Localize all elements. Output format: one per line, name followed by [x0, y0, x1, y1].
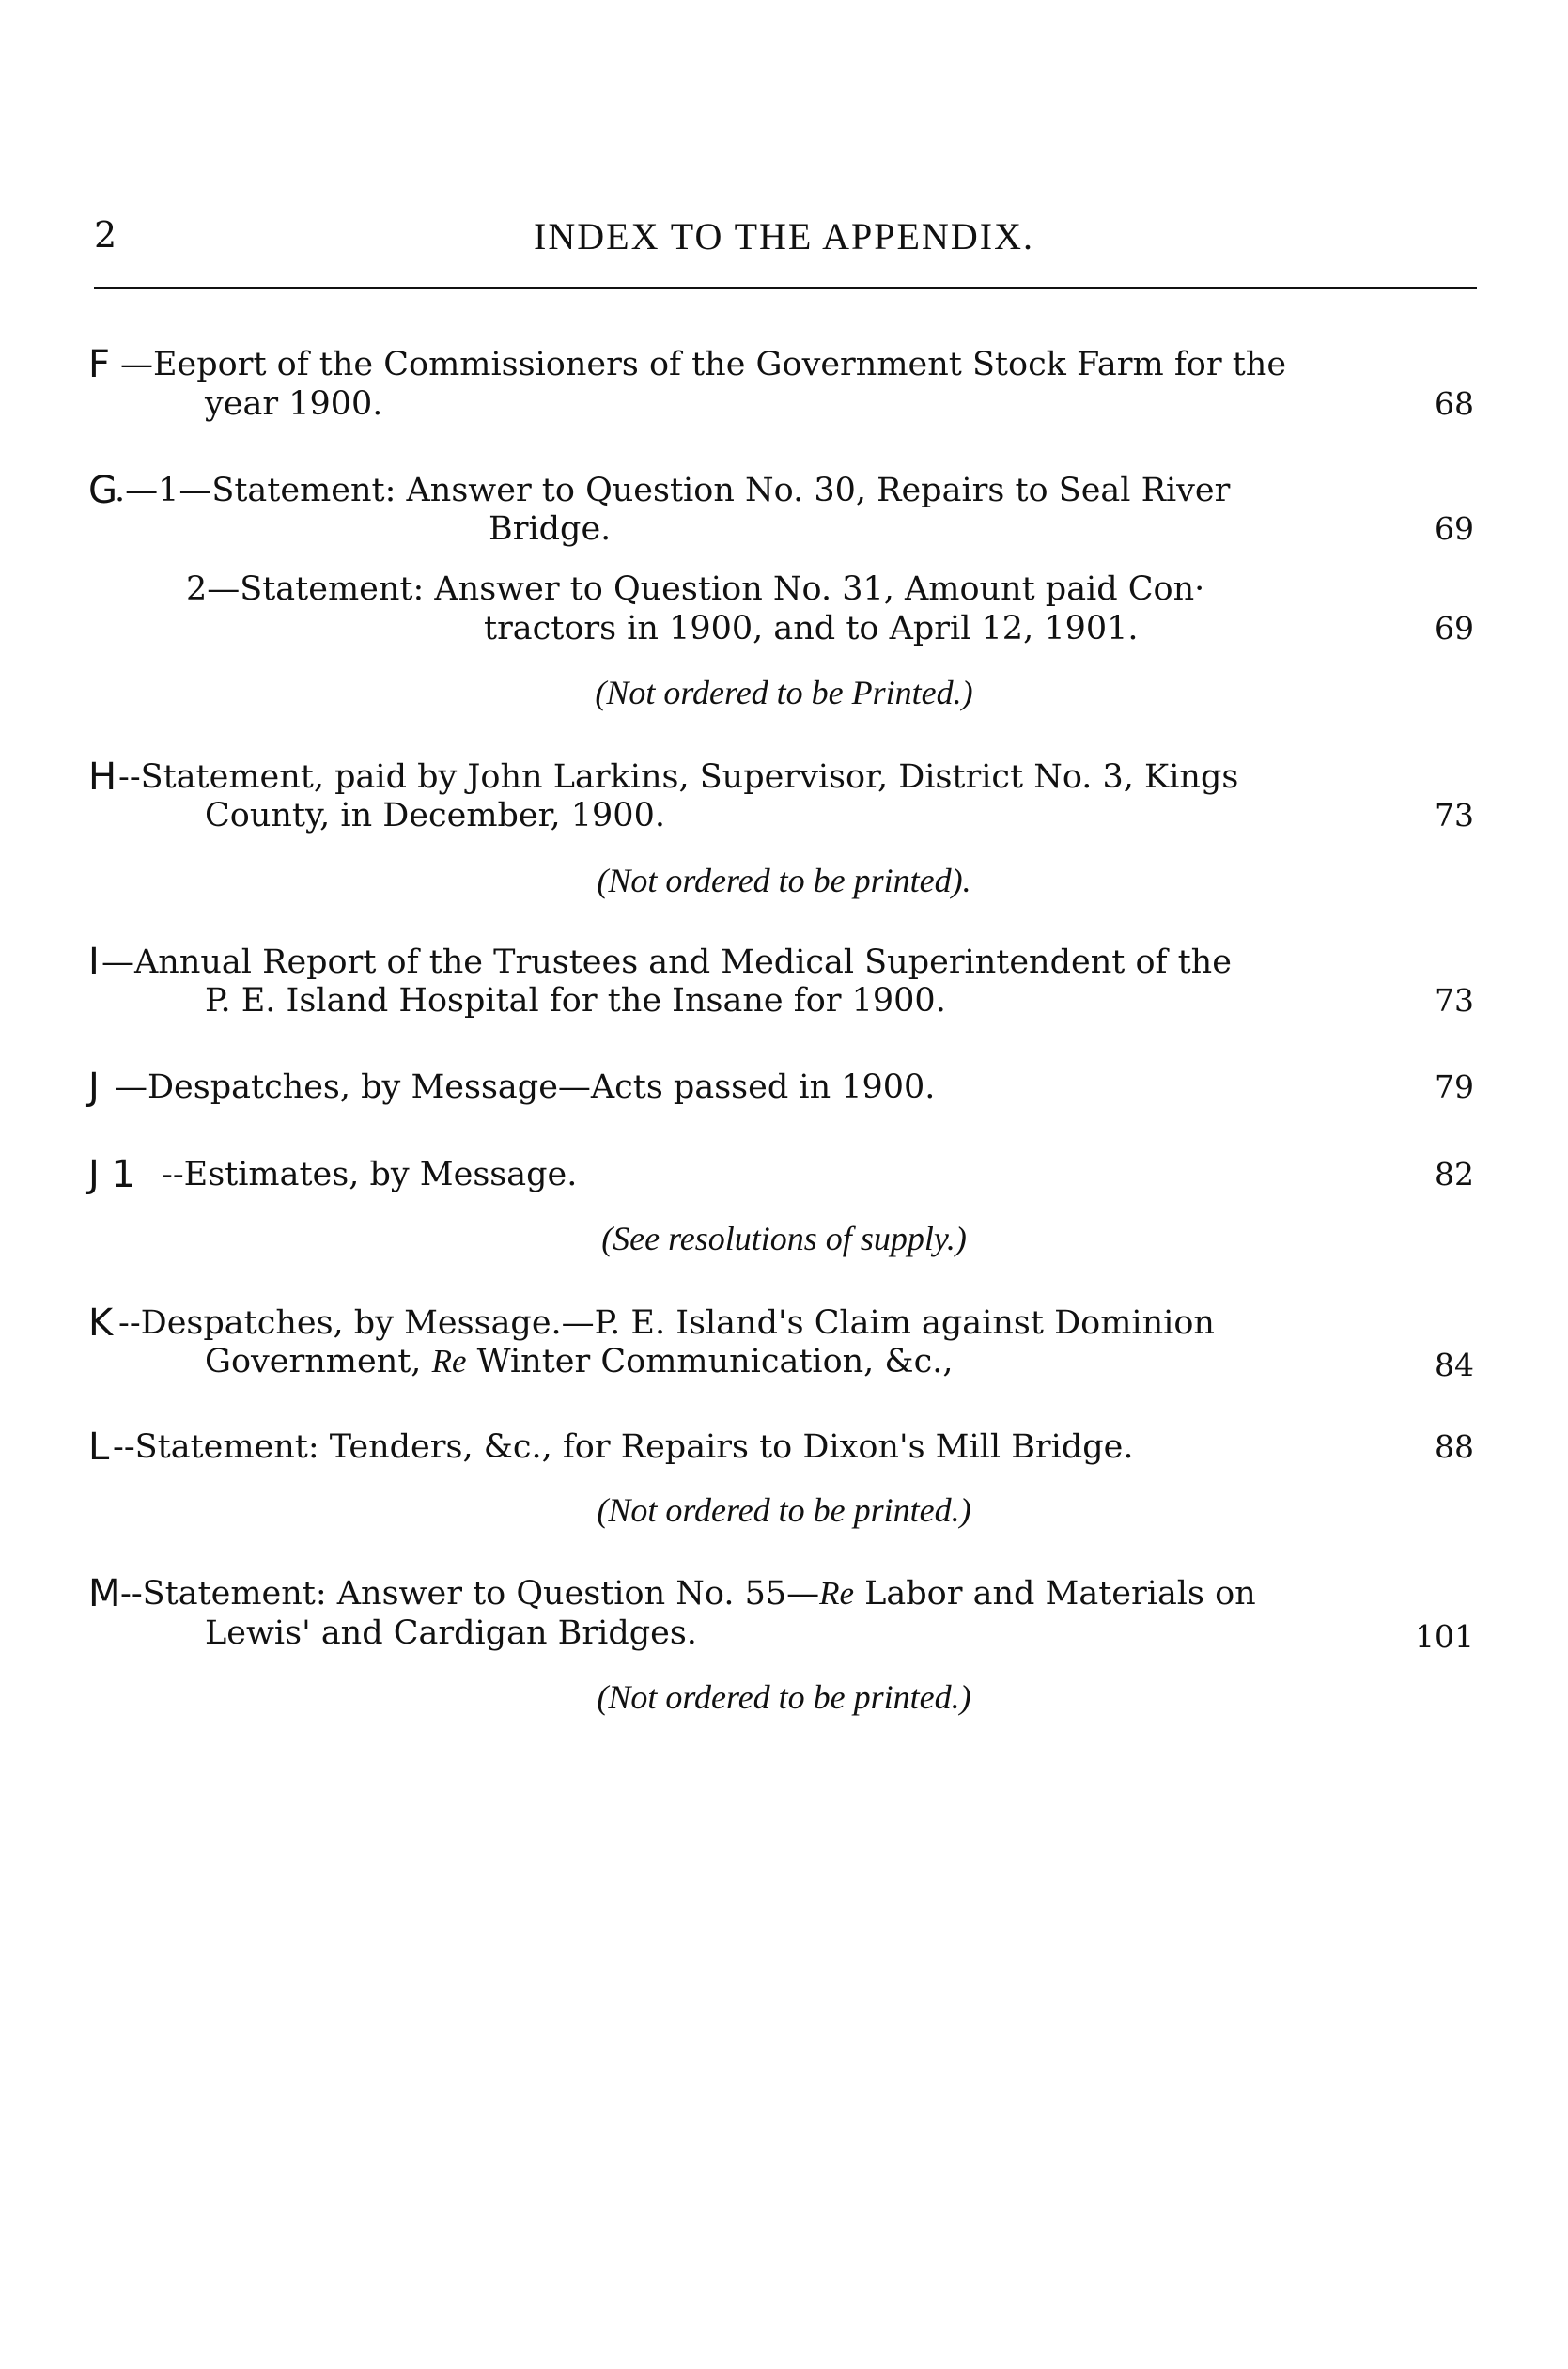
entry-page-number: 84	[1435, 1347, 1474, 1383]
entry-letter: G	[88, 469, 117, 512]
entry-page-number: 79	[1435, 1068, 1474, 1105]
entry-note: (Not ordered to be printed).	[597, 862, 971, 899]
entry-letter: J	[88, 1066, 100, 1109]
entry-text-line: Bridge.	[489, 510, 612, 548]
entry-text-line	[205, 1343, 953, 1380]
entry-text-line: year 1900.	[205, 385, 383, 423]
entry-page-number: 69	[1435, 610, 1474, 647]
entry-letter: F	[88, 343, 111, 386]
entry-text-line	[120, 1575, 1256, 1613]
entry-note: (Not ordered to be printed.)	[597, 1678, 971, 1716]
entry-page-number: 73	[1435, 982, 1474, 1019]
entry-text-line: P. E. Island Hospital for the Insane for 1900.	[205, 982, 946, 1020]
entry-text-line: —Eeport of the Commissioners of the Government Stock Farm for the	[120, 346, 1287, 383]
entry-text-line: Lewis' and Cardigan Bridges.	[205, 1614, 697, 1652]
entry-note: (Not ordered to be printed.)	[597, 1491, 971, 1529]
entry-text-line: --Estimates, by Message.	[162, 1156, 578, 1193]
page-number: 2	[94, 214, 117, 256]
entry-letter: M	[88, 1572, 121, 1615]
entry-letter: H	[88, 756, 117, 799]
re-abbreviation: Re	[819, 1575, 855, 1612]
entry-text-segment: Government,	[205, 1343, 432, 1380]
entry-text-line: --Despatches, by Message.—P. E. Island's Claim against Dominion	[118, 1304, 1215, 1342]
entry-note: (Not ordered to be Printed.)	[595, 674, 973, 711]
entry-letter: L	[88, 1426, 110, 1469]
header-rule	[94, 287, 1477, 289]
entry-text-line: —Despatches, by Message—Acts passed in 1900.	[115, 1068, 936, 1106]
entry-text-line: --Statement: Tenders, &c., for Repairs to Dixon's Mill Bridge.	[113, 1428, 1134, 1466]
page-header	[0, 214, 1568, 271]
entry-letter: J 1	[88, 1153, 135, 1196]
running-title: INDEX TO THE APPENDIX.	[534, 215, 1034, 257]
entry-page-number: 82	[1435, 1156, 1474, 1192]
re-abbreviation: Re	[431, 1343, 467, 1379]
entry-text-segment: Winter Communication, &c.,	[466, 1343, 954, 1380]
entry-letter: I	[88, 941, 100, 984]
entry-letter: K	[88, 1301, 114, 1345]
entry-text-segment: Labor and Materials on	[854, 1575, 1256, 1613]
entry-text-line: .—1—Statement: Answer to Question No. 30, Repairs to Seal River	[115, 472, 1231, 509]
entry-text-line: County, in December, 1900.	[205, 797, 665, 834]
entry-text-line: tractors in 1900, and to April 12, 1901.	[484, 610, 1139, 647]
entry-note: (See resolutions of supply.)	[601, 1220, 967, 1257]
entry-page-number: 73	[1435, 797, 1474, 834]
entry-page-number: 69	[1435, 510, 1474, 547]
entry-text-line: —Annual Report of the Trustees and Medical Superintendent of the	[101, 943, 1232, 981]
entry-page-number: 88	[1435, 1428, 1474, 1465]
entry-text-segment: --Statement: Answer to Question No. 55—	[120, 1575, 820, 1613]
entry-text-line: 2—Statement: Answer to Question No. 31, Amount paid Con·	[186, 570, 1205, 608]
entry-page-number: 68	[1435, 385, 1474, 422]
entry-page-number: 101	[1415, 1618, 1474, 1655]
entry-text-line: --Statement, paid by John Larkins, Supervisor, District No. 3, Kings	[118, 758, 1239, 796]
